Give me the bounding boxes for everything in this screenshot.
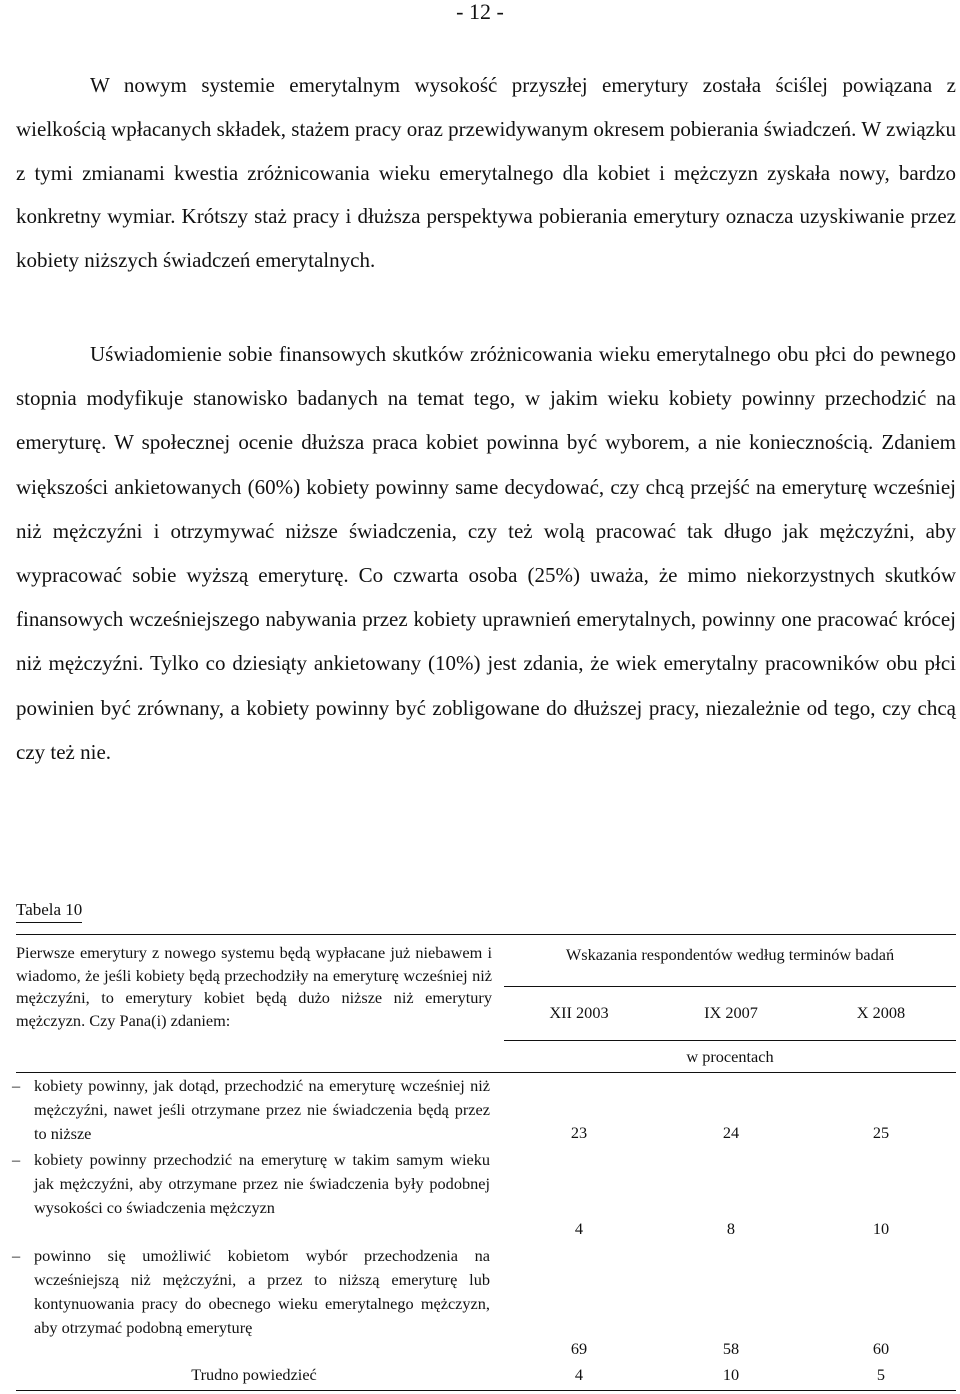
table-cell: 69 <box>570 1339 588 1358</box>
table-title: Tabela 10 <box>16 899 82 923</box>
row-dash: – <box>12 1076 21 1095</box>
row-label-text: powinno się umożliwić kobietom wybór przechodzenia na wcześniejszą niż mężczyźni, a przez to niższą emeryturę lub kontynuowania pracy do obecnego wieku emerytalnego mężczyzn, aby otrzymać podobną emeryturę <box>34 1246 490 1337</box>
table-row-label <box>12 1148 490 1220</box>
table-cell: 25 <box>872 1123 890 1142</box>
paragraph-1 <box>16 64 956 283</box>
table-main-header: Wskazania respondentów według terminów badań <box>565 945 895 964</box>
table-cell: 10 <box>872 1219 890 1238</box>
table-row-label <box>12 1074 490 1146</box>
table-cell: 23 <box>570 1123 588 1142</box>
table-bottom-rule <box>16 1390 956 1391</box>
unit-header: w procentach <box>686 1047 774 1066</box>
table-question: Pierwsze emerytury z nowego systemu będą wypłacane już niebawem i wiadomo, że jeśli kobiety będą przechodziły na emeryturę wcześniej niż mężczyźni, to emerytury kobiet będą dużo niższe niż emerytury mężczyzn. Czy Pana(i) zdaniem: <box>16 943 492 1030</box>
table-cell: 4 <box>574 1219 584 1238</box>
row-dash: – <box>12 1246 21 1265</box>
column-header-xii-2003: XII 2003 <box>549 1003 609 1022</box>
table-cell: 5 <box>876 1365 886 1384</box>
table-mid-rule <box>16 1072 956 1073</box>
column-header-ix-2007: IX 2007 <box>704 1003 758 1022</box>
subheader-rule <box>504 1040 956 1041</box>
table-cell: 10 <box>722 1365 740 1384</box>
page-number: - 12 - <box>456 0 504 24</box>
column-header-x-2008: X 2008 <box>856 1003 906 1022</box>
table-row-label <box>12 1244 490 1340</box>
header-rule <box>504 986 956 987</box>
paragraph-2 <box>16 332 956 774</box>
paragraph-2-text: Uświadomienie sobie finansowych skutków zróżnicowania wieku emerytalnego obu płci do pewnego stopnia modyfikuje stanowisko badanych na temat tego, w jakim wieku kobiety powinny przechodzić na emeryturę. W społecznej ocenie dłuższa praca kobiet powinna być wyborem, a nie koniecznością. Zdaniem większości ankietowanych (60%) kobiety powinny same decydować, czy chcą przejść na emeryturę wcześniej niż mężczyźni i otrzymywać niższe świadczenia, czy też wolą pracować tak długo jak mężczyźni, aby wypracować sobie wyższą emeryturę. Co czwarta osoba (25%) uważa, że mimo niekorzystnych skutków finansowych wcześniejszego nabywania przez kobiety uprawnień emerytalnych, powinny one pracować krócej niż mężczyźni. Tylko co dziesiąty ankietowany (10%) jest zdania, że wiek emerytalny pracowników obu płci powinien być zrównany, a kobiety powinny być zobligowane do dłuższej pracy, niezależnie od tego, czy chcą czy też nie. <box>16 342 956 764</box>
row-label-text: kobiety powinny przechodzić na emeryturę w takim samym wieku jak mężczyźni, aby otrzymane przez nie świadczenia były podobnej wysokości co świadczenia mężczyzn <box>34 1150 490 1217</box>
table-cell: 58 <box>722 1339 740 1358</box>
paragraph-1-text: W nowym systemie emerytalnym wysokość przyszłej emerytury została ściślej powiązana z wielkością wpłacanych składek, stażem pracy oraz przewidywanym okresem pobierania świadczeń. W związku z tymi zmianami kwestia zróżnicowania wieku emerytalnego dla kobiet i mężczyzn zyskała nowy, bardzo konkretny wymiar. Krótszy staż pracy i dłuższa perspektywa pobierania emerytury oznacza uzyskiwanie przez kobiety niższych świadczeń emerytalnych. <box>16 73 956 273</box>
row-label-text: kobiety powinny, jak dotąd, przechodzić na emeryturę wcześniej niż mężczyźni, nawet jeśli otrzymane przez nie świadczenia będą przez to niższe <box>34 1076 490 1143</box>
table-cell: 60 <box>872 1339 890 1358</box>
table-cell: 24 <box>722 1123 740 1142</box>
table-cell: 8 <box>726 1219 736 1238</box>
row-dash: – <box>12 1150 21 1169</box>
table-cell: 4 <box>574 1365 584 1384</box>
table-top-rule <box>16 934 956 935</box>
table-row-trudno-label: Trudno powiedzieć <box>191 1365 317 1384</box>
